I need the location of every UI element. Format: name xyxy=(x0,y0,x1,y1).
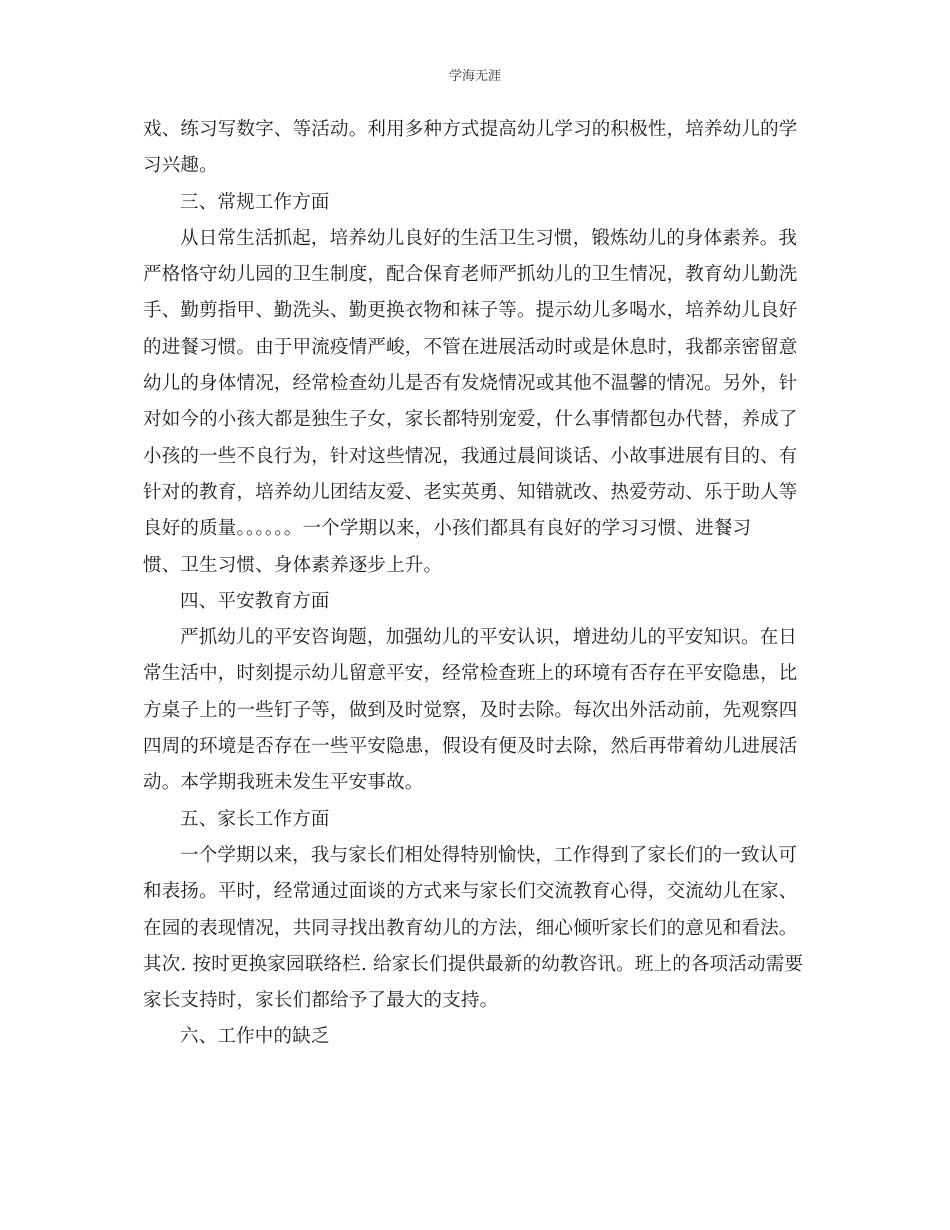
text-line: 方桌子上的一些钉子等，做到及时觉察，及时去除。每次出外活动前，先观察四 xyxy=(143,699,798,721)
text-line: 其次. 按时更换家园联络栏. 给家长们提供最新的幼教咨讯。班上的各项活动需要 xyxy=(143,953,804,975)
text-line: 良好的质量。。。。。。一个学期以来，小孩们都具有良好的学习习惯、进餐习 xyxy=(143,518,752,540)
text-line: 严格恪守幼儿园的卫生制度，配合保育老师严抓幼儿的卫生情况，教育幼儿勤洗 xyxy=(143,264,798,286)
text-line: 对如今的小孩大都是独生子女，家长都特别宠爱，什么事情都包办代替，养成了 xyxy=(143,409,798,431)
text-line: 针对的教育，培养幼儿团结友爱、老实英勇、知错就改、热爱劳动、乐于助人等 xyxy=(143,481,798,503)
text-line: 在园的表现情况，共同寻找出教育幼儿的方法，细心倾听家长们的意见和看法。 xyxy=(143,917,798,939)
page-header: 学海无涯 xyxy=(448,69,501,84)
text-line: 四周的环境是否存在一些平安隐患，假设有便及时去除，然后再带着幼儿进展活 xyxy=(143,736,798,758)
text-line: 习兴趣。 xyxy=(143,155,218,177)
text-line: 一个学期以来，我与家长们相处得特别愉快，工作得到了家长们的一致认可 xyxy=(180,844,798,866)
text-line: 严抓幼儿的平安咨询题，加强幼儿的平安认识，增进幼儿的平安知识。在日 xyxy=(180,627,798,649)
text-line: 小孩的一些不良行为，针对这些情况，我通过晨间谈话、小故事进展有目的、有 xyxy=(143,445,798,467)
text-line: 和表扬。平时，经常通过面谈的方式来与家长们交流教育心得，交流幼儿在家、 xyxy=(143,881,798,903)
document-body xyxy=(143,112,804,1056)
text-line: 幼儿的身体情况，经常检查幼儿是否有发烧情况或其他不温馨的情况。另外，针 xyxy=(143,373,798,395)
text-line: 从日常生活抓起，培养幼儿良好的生活卫生习惯，锻炼幼儿的身体素养。我 xyxy=(180,227,798,249)
text-line: 惯、卫生习惯、身体素养逐步上升。 xyxy=(143,554,443,576)
text-line: 戏、练习写数字、等活动。利用多种方式提高幼儿学习的积极性，培养幼儿的学 xyxy=(143,119,798,140)
text-line: 手、勤剪指甲、勤洗头、勤更换衣物和袜子等。提示幼儿多喝水，培养幼儿良好 xyxy=(143,300,798,322)
text-line: 常生活中，时刻提示幼儿留意平安，经常检查班上的环境有否存在平安隐患，比 xyxy=(143,663,798,685)
text-line: 的进餐习惯。由于甲流疫情严峻，不管在进展活动时或是休息时，我都亲密留意 xyxy=(143,336,798,358)
text-line: 四、平安教育方面 xyxy=(180,590,330,612)
text-line: 三、常规工作方面 xyxy=(180,191,330,213)
text-line: 家长支持时，家长们都给予了最大的支持。 xyxy=(143,990,499,1012)
text-line: 五、家长工作方面 xyxy=(180,808,330,830)
text-line: 六、工作中的缺乏 xyxy=(180,1026,330,1048)
text-line: 动。本学期我班未发生平安事故。 xyxy=(143,772,424,794)
